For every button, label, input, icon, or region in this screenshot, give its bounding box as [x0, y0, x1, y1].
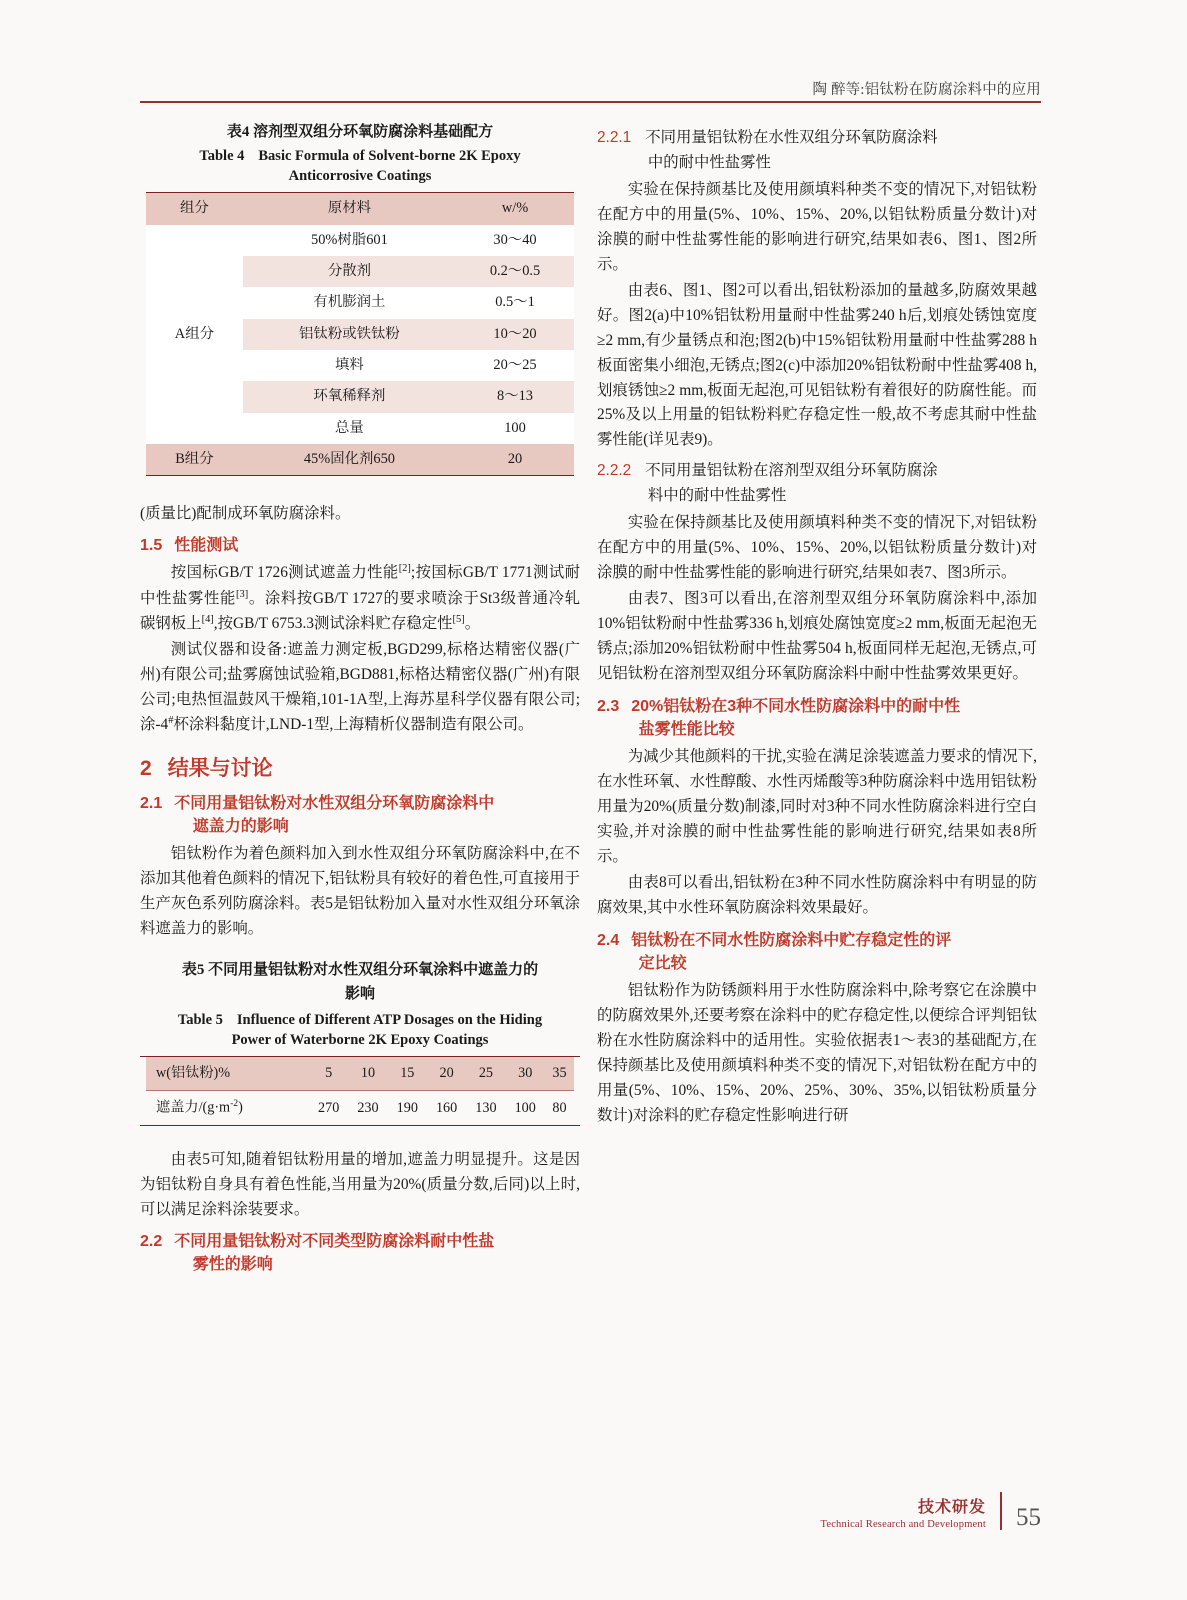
table4-th-0: 组分 — [180, 200, 209, 217]
table5-row1-v6: 35 — [552, 1065, 567, 1082]
table4-th-1: 原材料 — [327, 200, 371, 217]
heading-2-4-title-l2: 定比较 — [638, 955, 687, 973]
table5-row1-v3: 20 — [439, 1065, 454, 1082]
ref-3: [3] — [236, 588, 249, 600]
para-1-5-1 — [140, 561, 580, 636]
t5l-pre: 遮盖力/(g·m — [156, 1100, 231, 1117]
table5-row1-v5: 30 — [518, 1065, 533, 1082]
table4-caption-en — [140, 146, 580, 187]
para-2-1-2: 由表5可知,随着铝钛粉用量的增加,遮盖力明显提升。这是因为铝钛粉自身具有着色性能,当用量为20%(质量分数,后同)以上时,可以满足涂料涂装要求。 — [140, 1151, 580, 1218]
heading-2-2-1-title-l2: 中的耐中性盐雾性 — [647, 153, 771, 171]
heading-2-2-2-title-l1: 不同用量铝钛粉在溶剂型双组分环氧防腐涂 — [645, 462, 938, 480]
table5-row1-v4: 25 — [478, 1065, 493, 1082]
table4-caption-en-line2: Anticorrosive Coatings — [288, 168, 432, 185]
heading-2-2-1-title-l1: 不同用量铝钛粉在水性双组分环氧防腐涂料 — [645, 129, 938, 146]
table5-row2-v2: 190 — [396, 1099, 418, 1116]
table4-value-b: 20 — [507, 450, 523, 467]
heading-2-4-title-l1: 铝钛粉在不同水性防腐涂料中贮存稳定性的评 — [631, 932, 952, 950]
table4-value-4: 20～25 — [493, 356, 537, 373]
table5-row-hiding — [146, 1091, 574, 1125]
table5-row2-v3: 160 — [435, 1099, 458, 1116]
table4-value-5: 8～13 — [497, 388, 533, 405]
heading-2-3 — [597, 695, 1037, 741]
heading-2-2-2-num: 2.2.2 — [597, 462, 632, 480]
table5-row1-v1: 10 — [360, 1065, 376, 1082]
p151c: 。涂料按GB/T 1727的要求喷涂于St3级普通冷轧碳钢板上 — [140, 589, 580, 632]
table-row — [146, 225, 574, 256]
table4-material-b: 45%固化剂650 — [303, 450, 395, 467]
heading-2-2-2 — [597, 459, 1037, 509]
footer-divider — [1000, 1492, 1002, 1530]
right-column — [597, 122, 1037, 1130]
heading-2 — [140, 754, 580, 784]
t5l-sup: -2 — [230, 1098, 239, 1110]
p152b: 杯涂料黏度计,LND-1型,上海精析仪器制造有限公司。 — [173, 715, 534, 733]
ref-5: [5] — [452, 613, 465, 625]
header-divider — [140, 101, 1041, 103]
heading-1-5 — [140, 534, 580, 557]
table4-material-0: 50%树脂601 — [311, 231, 388, 248]
table5-block — [140, 960, 580, 1126]
table4-group-b: B组分 — [175, 450, 214, 467]
table4-value-6: 100 — [504, 419, 526, 436]
heading-2-3-num: 2.3 — [597, 697, 620, 715]
table5-row1-v2: 15 — [400, 1065, 415, 1082]
table4-material-5: 环氧稀释剂 — [313, 388, 386, 405]
heading-2-1-num: 2.1 — [140, 795, 163, 813]
table4-material-3: 铝钛粉或铁钛粉 — [299, 325, 400, 342]
heading-2-2-2-title-l2: 料中的耐中性盐雾性 — [647, 487, 787, 505]
heading-1-5-num: 1.5 — [140, 537, 163, 555]
p151e: 。 — [464, 614, 481, 632]
heading-2-2-title-l2: 雾性的影响 — [192, 1256, 273, 1274]
table5-row2-v4: 130 — [475, 1099, 497, 1116]
table4-caption-en-line1: Basic Formula of Solvent-borne 2K Epoxy — [258, 147, 521, 164]
table5-caption-cn-l1: 表5 不同用量铝钛粉对水性双组分环氧涂料中遮盖力的 — [181, 962, 539, 979]
table4-caption-cn: 表4 溶剂型双组分环氧防腐涂料基础配方 — [226, 124, 494, 140]
p151a: 按国标GB/T 1726测试遮盖力性能 — [170, 564, 399, 582]
table4-material-6: 总量 — [335, 419, 364, 436]
table4-header-row — [146, 193, 574, 225]
ref-4: [4] — [201, 613, 214, 625]
page-number: 55 — [1016, 1504, 1041, 1531]
heading-2-1-title-l1: 不同用量铝钛粉对水性双组分环氧防腐涂料中 — [174, 795, 495, 813]
para-2-2-2-2: 由表7、图3可以看出,在溶剂型双组分环氧防腐涂料中,添加10%铝钛粉耐中性盐雾336 h,划痕处腐蚀宽度≥2 mm,板面无起泡无锈点;添加20%铝钛粉耐中性盐雾504 h,板面同样无起泡,无锈点,可见铝钛粉在溶剂型双组分环氧防腐涂料中耐中性盐雾效果更好。 — [597, 590, 1037, 683]
table5-caption-cn-l2: 影响 — [344, 985, 375, 1002]
table5-row2-v0: 270 — [318, 1099, 340, 1116]
heading-2-2-title-l1: 不同用量铝钛粉对不同类型防腐涂料耐中性盐 — [174, 1232, 495, 1250]
table5-caption-en — [140, 1010, 580, 1051]
table5-wrap — [140, 1056, 580, 1126]
table5-row2-label — [146, 1091, 309, 1125]
para-after-table4: (质量比)配制成环氧防腐涂料。 — [140, 505, 351, 523]
running-head: 陶 醉等:铝钛粉在防腐涂料中的应用 — [812, 82, 1041, 98]
table-row — [146, 444, 574, 476]
para-2-1: 铝钛粉作为着色颜料加入到水性双组分环氧防腐涂料中,在不添加其他着色颜料的情况下,铝钛粉具有较好的着色性,可直接用于生产灰色系列防腐涂料。表5是铝钛粉加入量对水性双组分环氧涂料遮盖力的影响。 — [140, 845, 580, 938]
table4-value-0: 30～40 — [493, 231, 537, 248]
table4-th-2: w/% — [501, 200, 529, 217]
p152a: 测试仪器和设备:遮盖力测定板,BGD299,标格达精密仪器(广州)有限公司;盐雾腐蚀试验箱,BGD881,标格达精密仪器(广州)有限公司;电热恒温鼓风干燥箱,101-1A型,上海苏星科学仪器有限公司;涂-4 — [140, 640, 580, 733]
heading-2-title: 结果与讨论 — [167, 756, 273, 780]
table5-row2-v5: 100 — [514, 1099, 536, 1116]
table4-material-4: 填料 — [335, 356, 364, 373]
page-footer — [820, 1492, 1041, 1530]
table4-block — [140, 122, 580, 476]
para-1-5-2 — [140, 638, 580, 738]
ref-2: [2] — [398, 563, 411, 575]
para-2-2-1-1: 实验在保持颜基比及使用颜填料种类不变的情况下,对铝钛粉在配方中的用量(5%、10%、15%、20%,以铝钛粉质量分数计)对涂膜的耐中性盐雾性能的影响进行研究,结果如表6、图1、图2所示。 — [597, 180, 1037, 273]
para-2-3-2: 由表8可以看出,铝钛粉在3种不同水性防腐涂料中有明显的防腐效果,其中水性环氧防腐涂料效果最好。 — [597, 874, 1037, 917]
table5-row2-v1: 230 — [357, 1099, 379, 1116]
heading-2-3-title-l2: 盐雾性能比较 — [638, 721, 735, 739]
table4-group-a: A组分 — [174, 325, 214, 342]
footer-section-cn: 技术研发 — [917, 1499, 986, 1516]
table4-value-2: 0.5～1 — [495, 294, 535, 311]
heading-2-2-1 — [597, 126, 1037, 176]
t5l-post: ) — [238, 1100, 243, 1117]
sup-hash: # — [168, 714, 174, 726]
heading-2-4 — [597, 929, 1037, 975]
para-2-2-2-1: 实验在保持颜基比及使用颜填料种类不变的情况下,对铝钛粉在配方中的用量(5%、10%、15%、20%,以铝钛粉质量分数计)对涂膜的耐中性盐雾性能的影响进行研究,结果如表7、图3所示。 — [597, 514, 1037, 582]
table5-row2-v6: 80 — [552, 1099, 567, 1116]
heading-2-4-num: 2.4 — [597, 932, 620, 950]
table4-material-2: 有机膨润土 — [313, 294, 386, 311]
heading-2-3-title-l1: 20%铝钛粉在3种不同水性防腐涂料中的耐中性 — [631, 697, 961, 715]
table5-row1-v0: 5 — [325, 1065, 333, 1082]
left-column — [140, 122, 580, 1280]
para-2-3-1: 为减少其他颜料的干扰,实验在满足涂装遮盖力要求的情况下,在水性环氧、水性醇酸、水性丙烯酸等3种防腐涂料中选用铝钛粉用量为20%(质量分数)制漆,同时对3种不同水性防腐涂料进行空白实验,并对涂膜的耐中性盐雾性能的影响进行研究,结果如表8所示。 — [597, 748, 1037, 866]
para-2-4: 铝钛粉作为防锈颜料用于水性防腐涂料中,除考察它在涂膜中的防腐效果外,还要考察在涂料中的贮存稳定性,以便综合评判铝钛粉在水性防腐涂料中的适用性。实验依据表1～表3的基础配方,在保持颜基比及使用颜填料种类不变的情况下,对铝钛粉在配方中的用量(5%、10%、15%、20%、25%、30%、35%,以铝钛粉质量分数计)对涂料的贮存稳定性影响进行研 — [597, 982, 1037, 1125]
heading-2-num: 2 — [140, 756, 152, 780]
table5-caption-en-label: Table 5 — [177, 1011, 223, 1028]
heading-2-2 — [140, 1230, 580, 1276]
heading-2-1 — [140, 792, 580, 838]
table4-caption-en-label: Table 4 — [199, 147, 245, 164]
heading-2-2-1-num: 2.2.1 — [597, 129, 632, 146]
table5-caption-en-line2: Power of Waterborne 2K Epoxy Coatings — [231, 1032, 489, 1049]
heading-2-1-title-l2: 遮盖力的影响 — [192, 818, 289, 836]
table4-value-1: 0.2～0.5 — [489, 263, 541, 279]
table4 — [146, 192, 574, 476]
p151b: ;按国标GB/T 1771测试耐中性盐雾性能 — [140, 564, 580, 607]
table4-value-3: 10～20 — [493, 325, 537, 342]
table5-row1-label: w(铝钛粉)% — [156, 1065, 231, 1082]
heading-2-2-num: 2.2 — [140, 1232, 163, 1250]
heading-1-5-title: 性能测试 — [174, 537, 239, 555]
table5-caption-en-line1: Influence of Different ATP Dosages on the Hiding — [236, 1011, 543, 1028]
table4-material-1: 分散剂 — [327, 263, 371, 279]
para-2-2-1-2: 由表6、图1、图2可以看出,铝钛粉添加的量越多,防腐效果越好。图2(a)中10%铝钛粉用量耐中性盐雾240 h后,划痕处锈蚀宽度≥2 mm,有少量锈点和泡;图2(b)中15%铝钛粉用量耐中性盐雾288 h板面密集小细泡,无锈点;图2(c)中添加20%铝钛粉耐中性盐雾408 h,划痕锈蚀≥2 mm,板面无起泡,可见铝钛粉有着很好的防腐性能。而25%及以上用量的铝钛粉料贮存稳定性一般,故不考虑其耐中性盐雾性能(详见表9)。 — [597, 281, 1037, 449]
footer-section-en: Technical Research and Development — [820, 1519, 986, 1530]
table5 — [146, 1057, 574, 1125]
p151d: ,按GB/T 6753.3测试涂料贮存稳定性 — [213, 614, 453, 632]
table5-row-dosage — [146, 1057, 574, 1091]
